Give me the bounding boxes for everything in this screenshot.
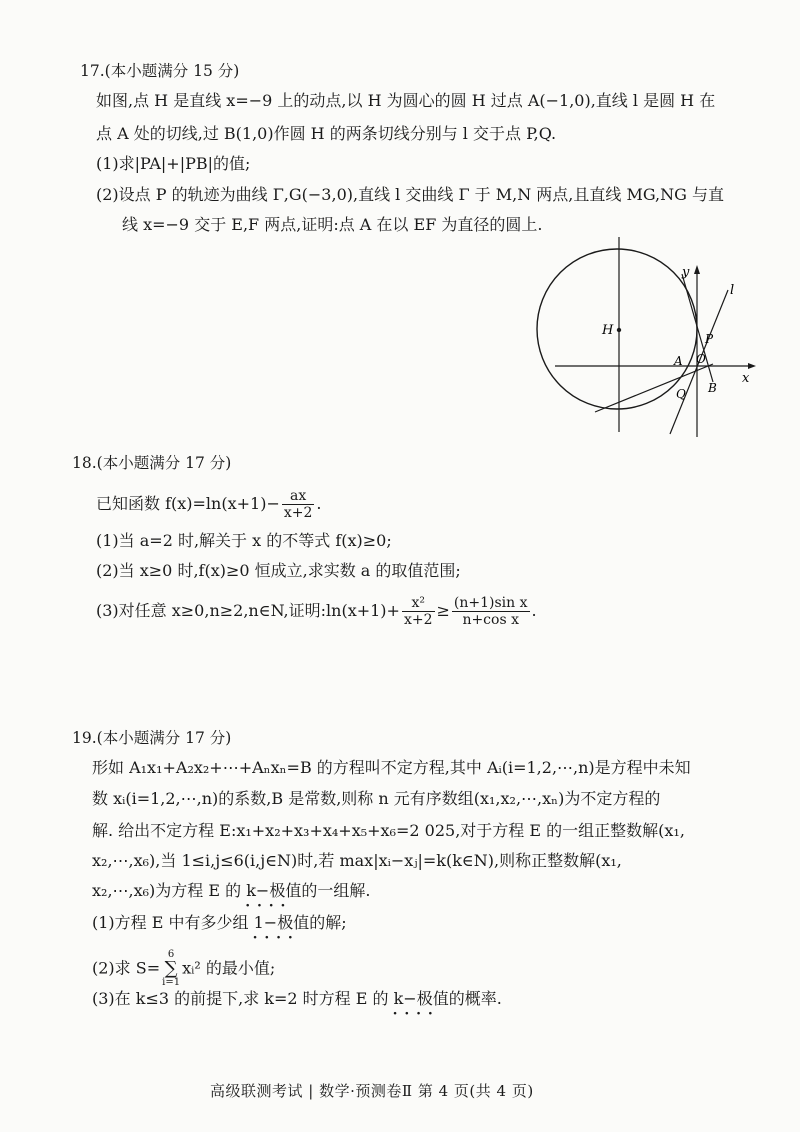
- q18-p3-frac-2-den: n+cos x: [462, 612, 519, 628]
- q18-function-text: 已知函数 f(x)=ln(x+1)−: [96, 494, 280, 513]
- label-B: B: [708, 381, 717, 395]
- q18-p3-frac-1-num: x²: [402, 595, 435, 612]
- q19-line-3: 解. 给出不定方程 E:x₁+x₂+x₃+x₄+x₅+x₆=2 025,对于方程 E 的一组正整数解(x₁,: [92, 821, 685, 840]
- q19-p3-emphasis: k−极值 · · · ·: [394, 988, 449, 1010]
- q19-line-5: [92, 880, 370, 902]
- sigma-sign: ∑: [164, 958, 178, 979]
- q19-part-2: [92, 950, 275, 988]
- q17-part-2-line-2: 线 x=−9 交于 E,F 两点,证明:点 A 在以 EF 为直径的圆上.: [122, 215, 543, 234]
- q19-p1-post: 的解;: [309, 913, 347, 932]
- center-H-dot: [617, 328, 621, 332]
- q18-p3-frac-1-den: x+2: [403, 612, 433, 628]
- q19-part-1: [92, 912, 347, 934]
- q17-heading: 17.(本小题满分 15 分): [80, 62, 240, 80]
- y-axis-arrow: [694, 265, 700, 274]
- circle-H: [537, 249, 697, 409]
- sigma-symbol: [162, 950, 180, 988]
- q19-p2-post: xᵢ² 的最小值;: [182, 958, 276, 978]
- q18-p3-frac-1: [402, 595, 435, 628]
- q19-p3-post: 的概率.: [448, 989, 502, 1008]
- q18-p3-ge: ≥: [436, 601, 450, 620]
- q19-l5-post: 的一组解.: [301, 881, 371, 900]
- q19-p1-emphasis: 1−极值 · · · ·: [254, 912, 310, 934]
- q19-heading: 19.(本小题满分 17 分): [72, 729, 232, 747]
- label-Q: Q: [676, 387, 686, 401]
- q18-p3-text: (3)对任意 x≥0,n≥2,n∈N,证明:ln(x+1)+: [96, 601, 400, 620]
- q18-part-2: (2)当 x≥0 时,f(x)≥0 恒成立,求实数 a 的取值范围;: [96, 561, 461, 580]
- q19-line-2: 数 xᵢ(i=1,2,⋯,n)的系数,B 是常数,则称 n 元有序数组(x₁,x₂,⋯,xₙ)为不定方程的: [92, 789, 661, 808]
- page-footer: 高级联测考试 | 数学·预测卷Ⅱ 第 4 页(共 4 页): [210, 1082, 534, 1100]
- q17-part-2-line-1: (2)设点 P 的轨迹为曲线 Γ,G(−3,0),直线 l 交曲线 Γ 于 M,N 两点,且直线 MG,NG 与直: [96, 185, 725, 204]
- q18-heading: 18.(本小题满分 17 分): [72, 454, 232, 472]
- q19-line-4: x₂,⋯,x₆),当 1≤i,j≤6(i,j∈N)时,若 max|xᵢ−xⱼ|=k(k∈N),则称正整数解(x₁,: [92, 851, 622, 870]
- q17-figure: [530, 232, 770, 442]
- q18-p3-frac-2-num: (n+1)sin x: [453, 595, 528, 611]
- q18-fraction: [282, 488, 315, 521]
- q18-part-3: [96, 595, 537, 628]
- q17-line-2: 点 A 处的切线,过 B(1,0)作圆 H 的两条切线分别与 l 交于点 P,Q.: [96, 124, 557, 143]
- x-axis-arrow: [748, 363, 756, 369]
- q18-fraction-num: ax: [282, 488, 315, 505]
- label-P: P: [705, 332, 714, 346]
- label-A: A: [674, 354, 683, 368]
- q19-part-3: [92, 988, 502, 1010]
- q19-p2-pre: (2)求 S=: [92, 958, 161, 978]
- q18-p3-frac-2: [452, 595, 530, 628]
- sigma-top: 6: [167, 949, 175, 960]
- label-x: x: [742, 371, 750, 386]
- q18-line-1: [96, 488, 322, 521]
- tangent-BQ: [595, 364, 713, 412]
- q19-l5-pre: x₂,⋯,x₆)为方程 E 的: [92, 881, 247, 900]
- q18-part-1: (1)当 a=2 时,解关于 x 的不等式 f(x)≥0;: [96, 531, 392, 550]
- label-y: y: [682, 265, 690, 280]
- q18-p3-period: .: [531, 601, 537, 620]
- sigma-bottom: i=1: [162, 977, 181, 988]
- q17-line-1: 如图,点 H 是直线 x=−9 上的动点,以 H 为圆心的圆 H 过点 A(−1,0),直线 l 是圆 H 在: [96, 91, 716, 110]
- q19-p3-pre: (3)在 k≤3 的前提下,求 k=2 时方程 E 的: [92, 989, 394, 1008]
- q17-part-1: (1)求|PA|+|PB|的值;: [96, 154, 251, 173]
- q19-p1-pre: (1)方程 E 中有多少组: [92, 913, 254, 932]
- label-H: H: [602, 323, 614, 338]
- label-l: l: [730, 283, 735, 298]
- label-O: O: [696, 352, 706, 366]
- q19-l5-emphasis: k−极值 · · · ·: [246, 880, 301, 902]
- q18-fraction-den: x+2: [283, 505, 313, 521]
- q18-period: .: [316, 494, 322, 513]
- q19-line-1: 形如 A₁x₁+A₂x₂+⋯+Aₙxₙ=B 的方程叫不定方程,其中 Aᵢ(i=1,2,⋯,n)是方程中未知: [92, 758, 691, 777]
